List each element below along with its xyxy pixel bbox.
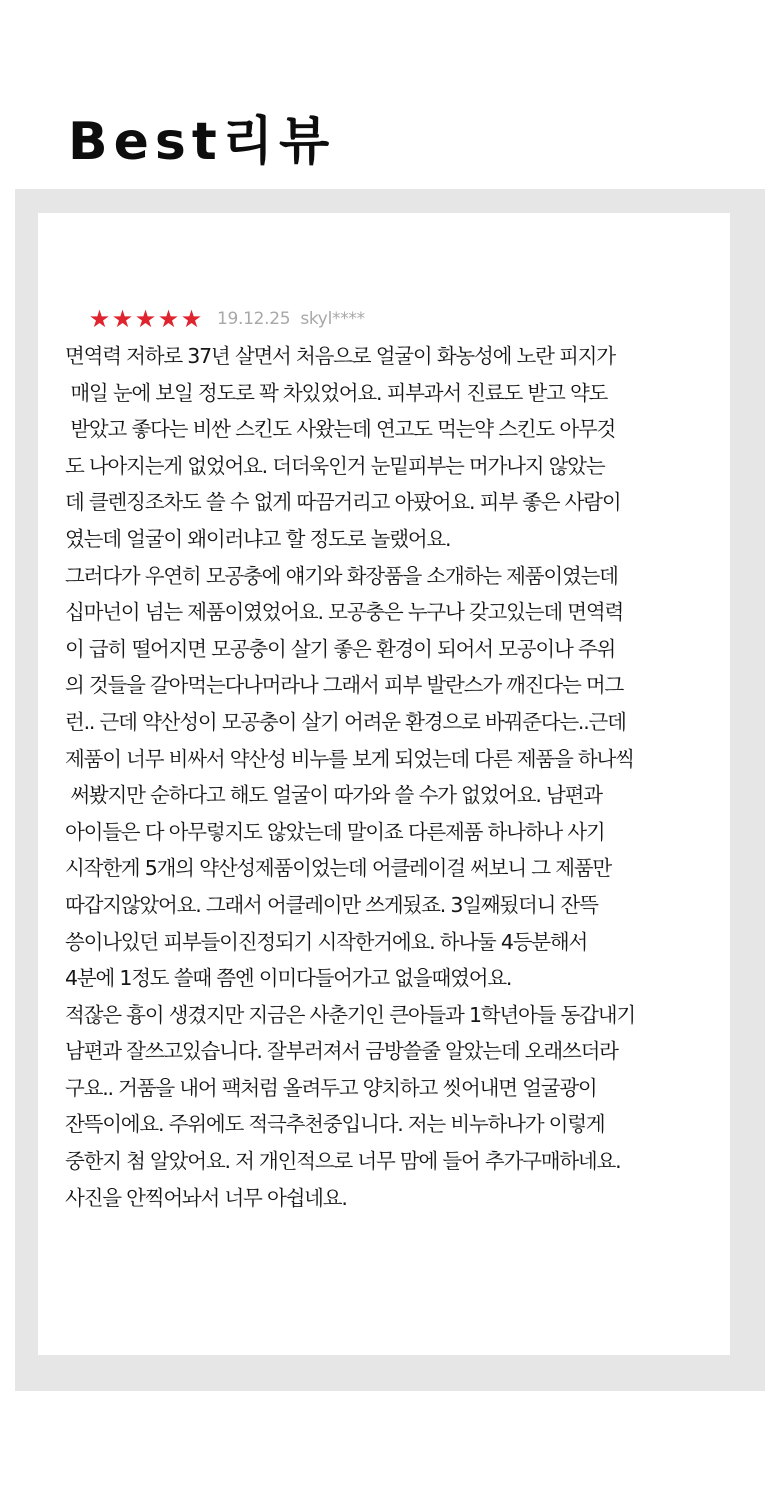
review-text-line: 매일 눈에 보일 정도로 꽉 차있었어요. 피부과서 진료도 받고 약도 (65, 380, 608, 405)
star-icon: ★ (157, 305, 180, 333)
review-meta (88, 305, 365, 333)
star-icon: ★ (111, 305, 134, 333)
review-text-line: 잔뜩이에요. 주위에도 적극추천중입니다. 저는 비누하나가 이렇게 (65, 1112, 605, 1137)
review-text-line: 중한지 첨 알았어요. 저 개인적으로 너무 맘에 들어 추가구매하네요. (65, 1149, 621, 1174)
review-text-line: 이 급히 떨어지면 모공충이 살기 좋은 환경이 되어서 모공이나 주위 (65, 636, 616, 661)
review-frame (15, 189, 765, 1391)
review-text-line: 씅이나있던 피부들이진정되기 시작한거에요. 하나둘 4등분해서 (65, 929, 588, 954)
review-text-line: 4분에 1정도 쓸때 쯤엔 이미다들어가고 없을때였어요. (65, 966, 512, 991)
review-text-line: 런.. 근데 약산성이 모공충이 살기 어려운 환경으로 바꿔준다는..근데 (65, 709, 626, 734)
star-icon: ★ (134, 305, 157, 333)
review-text-line: 그러다가 우연히 모공충에 얘기와 화장품을 소개하는 제품이였는데 (65, 563, 618, 588)
review-card (38, 213, 730, 1355)
review-text-line: 사진을 안찍어놔서 너무 아쉽네요. (65, 1185, 347, 1210)
review-text-line: 적잖은 흉이 생겼지만 지금은 사춘기인 큰아들과 1학년아들 동갑내기 (65, 1002, 635, 1027)
review-text-line: 따갑지않았어요. 그래서 어클레이만 쓰게됬죠. 3일째됬더니 잔뜩 (65, 892, 598, 917)
review-text-line: 구요.. 거품을 내어 팩처럼 올려두고 양치하고 씻어내면 얼굴광이 (65, 1075, 597, 1100)
review-text-line: 데 클렌징조차도 쓸 수 없게 따끔거리고 아팠어요. 피부 좋은 사람이 (65, 490, 621, 515)
star-rating (88, 305, 203, 333)
review-text-line: 남편과 잘쓰고있습니다. 잘부러져서 금방쓸줄 알았는데 오래쓰더라 (65, 1039, 618, 1064)
review-text-line: 제품이 너무 비싸서 약산성 비누를 보게 되었는데 다른 제품을 하나씩 (65, 746, 634, 771)
review-text-line: 받았고 좋다는 비싼 스킨도 사왔는데 연고도 먹는약 스킨도 아무것 (65, 417, 616, 442)
star-icon: ★ (88, 305, 111, 333)
review-text-line: 면역력 저하로 37년 살면서 처음으로 얼굴이 화농성에 노란 피지가 (65, 344, 615, 368)
review-text-line: 의 것들을 갈아먹는다나머라나 그래서 피부 발란스가 깨진다는 머그 (65, 673, 624, 698)
review-text-line: 십마넌이 넘는 제품이였었어요. 모공충은 누구나 갖고있는데 면역력 (65, 600, 624, 625)
review-text-line: 시작한게 5개의 약산성제품이었는데 어클레이걸 써보니 그 제품만 (65, 856, 612, 881)
star-icon: ★ (180, 305, 203, 333)
review-date: 19.12.25 (217, 309, 291, 329)
review-text-line: 아이들은 다 아무렇지도 않았는데 말이죠 다른제품 하나하나 사기 (65, 819, 605, 844)
review-author: skyl**** (300, 309, 365, 329)
page-title: Best리뷰 (68, 112, 336, 172)
review-text-line: 써봤지만 순하다고 해도 얼굴이 따가와 쓸 수가 없었어요. 남편과 (65, 783, 602, 808)
review-text-line: 였는데 얼굴이 왜이러냐고 할 정도로 놀랬어요. (65, 526, 451, 551)
review-body (65, 338, 725, 1216)
review-text-line: 도 나아지는게 없었어요. 더더욱인거 눈밑피부는 머가나지 않았는 (65, 453, 605, 478)
